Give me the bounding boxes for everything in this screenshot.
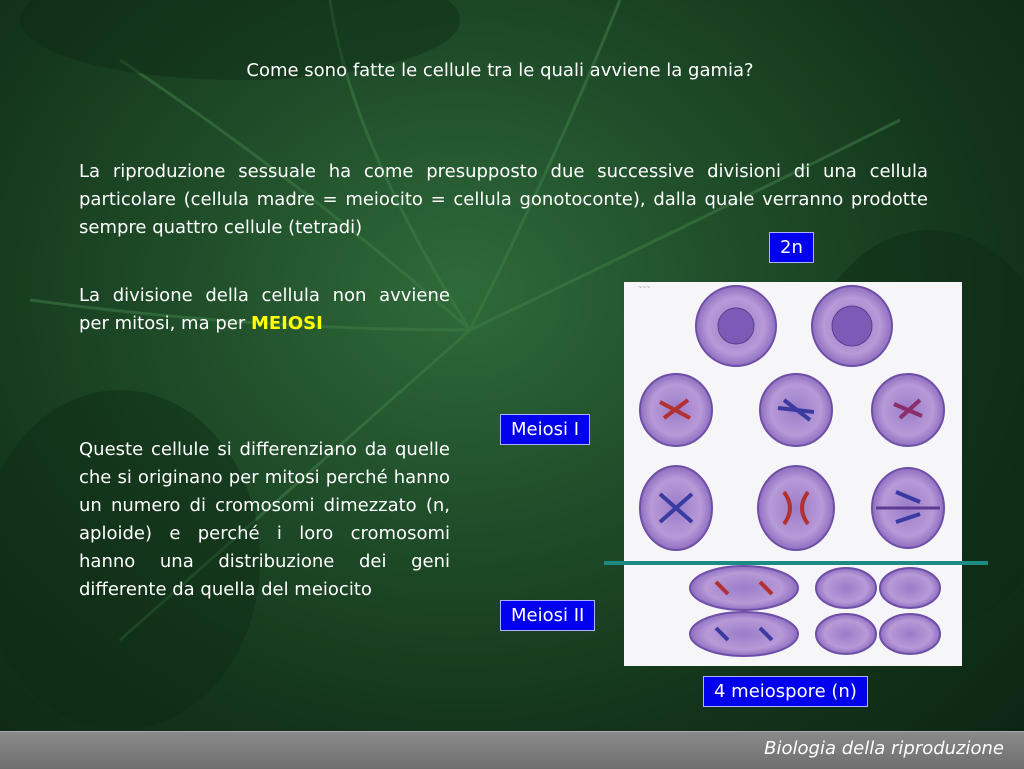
cell-row-4 [690, 566, 940, 656]
slide-title: Come sono fatte le cellule tra le quali avviene la gamia? [246, 60, 754, 81]
meiospore-result-label: 4 meiospore (n) [703, 676, 868, 707]
meiosis-figure [624, 282, 962, 666]
intro-paragraph: La riproduzione sessuale ha come presupposto due successive divisioni di una cellula particolare (cellula madre = meiocito = cellula gonotoconte), dalla quale verranno prodotte sempre quattro cellule (tetradi) [79, 161, 928, 238]
division-text: La divisione della cellula non avviene per mitosi, ma per [79, 285, 450, 334]
meiosis-cells-diagram [624, 282, 962, 666]
meiosis-highlight: MEIOSI [250, 313, 323, 334]
cell-row-1 [696, 286, 892, 366]
division-paragraph [79, 282, 450, 338]
meiosis-2-label: Meiosi II [500, 600, 595, 631]
svg-text:~~~: ~~~ [638, 285, 651, 291]
footer-title: Biologia della riproduzione [764, 738, 1004, 759]
difference-paragraph: Queste cellule si differenziano da quelle che si originano per mitosi perché hanno un numero di cromosomi dimezzato (n, aploide) e perché i loro cromosomi hanno una distribuzione dei geni differente da quella del meiocito [79, 439, 450, 600]
footer-bar [0, 731, 1024, 769]
ploidy-2n-label: 2n [769, 232, 814, 263]
meiosis-1-label: Meiosi I [500, 414, 590, 445]
cell-row-3 [640, 466, 944, 550]
cell-row-2 [640, 374, 944, 446]
meiosis-divider-line [604, 561, 988, 565]
